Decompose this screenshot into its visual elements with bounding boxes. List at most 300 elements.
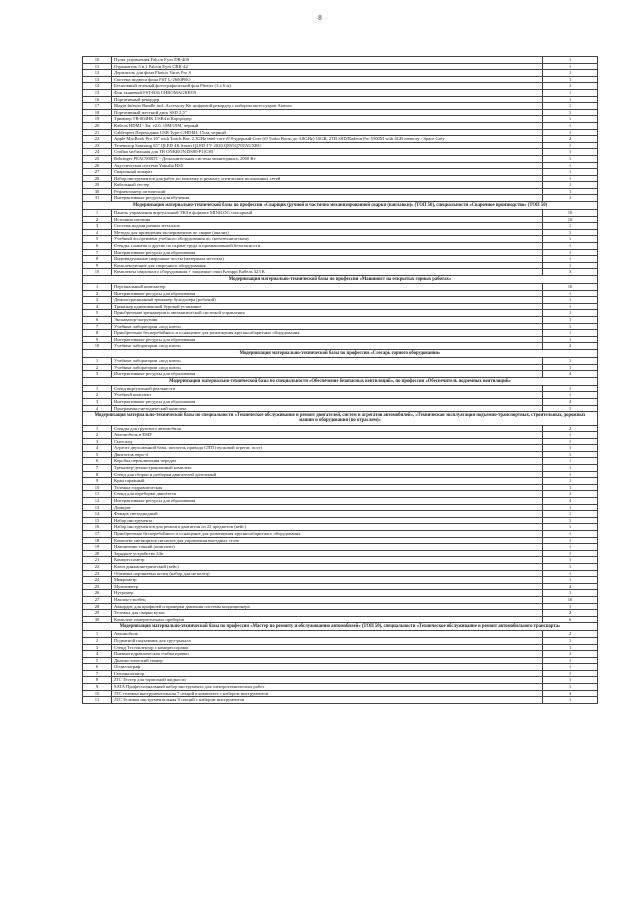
- table-row: [83, 63, 598, 70]
- item-description: Источник питания: [112, 216, 543, 223]
- row-number: 10: [83, 269, 112, 276]
- item-description: Пневмогидравлическая стойка правки: [112, 651, 543, 658]
- table-row: [83, 616, 598, 623]
- table-row: [83, 236, 598, 243]
- row-number: 17: [83, 531, 112, 538]
- item-description: Интерактивные ресурсы для обучения: [112, 195, 543, 202]
- row-number: 3: [83, 644, 112, 651]
- row-number: 1: [83, 210, 112, 217]
- item-quantity: 1: [543, 517, 598, 524]
- table-row: [83, 249, 598, 256]
- item-description: Двигатель евро-4: [112, 451, 543, 458]
- item-description: Рефлектометр оптический: [112, 188, 543, 195]
- row-number: 23: [83, 142, 112, 149]
- item-quantity: 1: [543, 577, 598, 584]
- item-description: Тележка гидравлическая: [112, 484, 543, 491]
- item-quantity: 1: [543, 122, 598, 129]
- item-description: Учебные лаборатории «под ключ»: [112, 364, 543, 371]
- row-number: 26: [83, 590, 112, 597]
- item-description: Панель управления виртуальный ТКЗ в формате MINILOG сенсорный: [112, 210, 543, 217]
- row-number: 11: [83, 697, 112, 704]
- table-row: [83, 357, 598, 364]
- item-description: Методы для проведения экспериментов по сварке (анализ): [112, 229, 543, 236]
- table-row: [83, 142, 598, 149]
- row-number: 16: [83, 96, 112, 103]
- item-description: Учебный комплект: [112, 392, 543, 399]
- row-number: 3: [83, 371, 112, 378]
- item-description: Персональный компьютер: [112, 284, 543, 291]
- row-number: 5: [83, 310, 112, 317]
- row-number: 12: [83, 498, 112, 505]
- item-quantity: 1: [543, 316, 598, 323]
- item-description: Зарядное устройство 24в: [112, 550, 543, 557]
- item-quantity: 1: [543, 290, 598, 297]
- item-description: Демонстрационный тренажер бульдозера (робочий): [112, 297, 543, 304]
- table-row: [83, 531, 598, 538]
- item-quantity: 1: [543, 142, 598, 149]
- equipment-table: [82, 56, 598, 704]
- item-quantity: 1: [543, 96, 598, 103]
- table-row: [83, 651, 598, 658]
- item-quantity: 1: [543, 670, 598, 677]
- table-row: [83, 451, 598, 458]
- row-number: 12: [83, 70, 112, 77]
- item-description: Учебные лаборатории «под ключ»: [112, 357, 543, 364]
- item-description: JTC Тележка инструментальная 8 секций с набором инструментов: [112, 697, 543, 704]
- item-quantity: 1: [543, 103, 598, 110]
- table-row: [83, 364, 598, 371]
- item-description: Учебные лаборатории «под ключ»: [112, 343, 543, 350]
- table-row: [83, 136, 598, 143]
- table-row: [83, 637, 598, 644]
- item-quantity: 1: [543, 651, 598, 658]
- row-number: 2: [83, 637, 112, 644]
- table-row: [83, 631, 598, 638]
- item-quantity: 1: [543, 438, 598, 445]
- section-heading-row: [83, 412, 598, 425]
- item-description: SATA Профессиональный набор инструмента для электротехнических работ: [112, 684, 543, 691]
- table-row: [83, 557, 598, 564]
- row-number: 9: [83, 684, 112, 691]
- row-number: 19: [83, 116, 112, 123]
- item-quantity: 1: [543, 544, 598, 551]
- table-row: [83, 644, 598, 651]
- table-row: [83, 465, 598, 472]
- row-number: 2: [83, 216, 112, 223]
- item-quantity: 1: [543, 471, 598, 478]
- table-row: [83, 677, 598, 684]
- item-description: Триммер TB-804HK USB4 и Картридер: [112, 116, 543, 123]
- item-quantity: 1: [543, 697, 598, 704]
- section-heading: Модернизация материально-технической базы по профессии «Слесарь горного оборудования»: [83, 349, 598, 357]
- item-quantity: 1: [543, 524, 598, 531]
- row-number: 5: [83, 657, 112, 664]
- row-number: 11: [83, 63, 112, 70]
- row-number: 20: [83, 122, 112, 129]
- item-quantity: 1: [543, 57, 598, 64]
- row-number: 4: [83, 303, 112, 310]
- row-number: 14: [83, 511, 112, 518]
- row-number: 14: [83, 83, 112, 90]
- row-number: 22: [83, 136, 112, 143]
- item-quantity: 1: [543, 590, 598, 597]
- table-row: [83, 343, 598, 350]
- item-description: Акустическая система Yamaha HS5: [112, 162, 543, 169]
- row-number: 31: [83, 195, 112, 202]
- item-description: Программно-методический комплекс: [112, 405, 543, 412]
- table-row: [83, 284, 598, 291]
- item-description: Подкатной подъемник для груз-рычала: [112, 637, 543, 644]
- row-number: 4: [83, 405, 112, 412]
- table-row: [83, 149, 598, 156]
- item-quantity: 1: [543, 465, 598, 472]
- item-quantity: 1: [543, 195, 598, 202]
- item-description: Стенд для переборки двигателя: [112, 491, 543, 498]
- item-description: Автомобиль: [112, 631, 543, 638]
- row-number: 22: [83, 563, 112, 570]
- item-description: Кабель HDMI - 3м. v2.0, 19M/19M, черный: [112, 122, 543, 129]
- table-row: [83, 498, 598, 505]
- row-number: 28: [83, 603, 112, 610]
- table-row: [83, 570, 598, 577]
- table-row: [83, 210, 598, 217]
- item-quantity: 2: [543, 631, 598, 638]
- row-number: 8: [83, 330, 112, 337]
- item-quantity: 1: [543, 256, 598, 263]
- item-description: Ключ динамометрический (кейс): [112, 563, 543, 570]
- item-quantity: 1: [543, 229, 598, 236]
- item-quantity: 1: [543, 563, 598, 570]
- table-row: [83, 182, 598, 189]
- item-quantity: 1: [543, 570, 598, 577]
- table-row: [83, 122, 598, 129]
- table-row: [83, 155, 598, 162]
- item-quantity: 1: [543, 323, 598, 330]
- item-description: Behringer PEAC900DT - Дополнительная система мониторинга, 2000 Вт: [112, 155, 543, 162]
- table-row: [83, 577, 598, 584]
- item-quantity: 1: [543, 550, 598, 557]
- item-description: Набор инструментов для ремонта двигателя из 22 предметов (кейс): [112, 524, 543, 531]
- item-quantity: 1: [543, 303, 598, 310]
- item-quantity: 1: [543, 336, 598, 343]
- table-row: [83, 471, 598, 478]
- table-row: [83, 216, 598, 223]
- row-number: 18: [83, 109, 112, 116]
- item-description: Фон тканевый FST-B36 CHROMAGREEN: [112, 89, 543, 96]
- item-description: Стенд для сборки и разборки двигателей дизельный: [112, 471, 543, 478]
- item-quantity: 1: [543, 504, 598, 511]
- table-row: [83, 670, 598, 677]
- item-description: Приобретение бесперебойного и оснащение для размещения крупногабаритных оборудования: [112, 330, 543, 337]
- item-description: JTC тележка инструментальная 7 секций в комплекте с набором инструментов: [112, 690, 543, 697]
- row-number: 6: [83, 458, 112, 465]
- item-quantity: 1: [543, 478, 598, 485]
- item-description: Стойка мобильная для ТВ ONKRON DS80-P1(CH): [112, 149, 543, 156]
- item-description: Компрессометр: [112, 557, 543, 564]
- section-heading: Модернизация материально-технической базы по профессии «Машинист на открытых горных работах»: [83, 276, 598, 284]
- table-row: [83, 116, 598, 123]
- item-quantity: 2: [543, 136, 598, 143]
- item-quantity: 1: [543, 188, 598, 195]
- table-row: [83, 684, 598, 691]
- item-quantity: 1: [543, 445, 598, 452]
- item-description: Стенды для грузового автомобиля: [112, 425, 543, 432]
- item-description: Интерактивные ресурсы для образования: [112, 336, 543, 343]
- item-quantity: 10: [543, 210, 598, 217]
- row-number: 24: [83, 149, 112, 156]
- item-quantity: 1: [543, 249, 598, 256]
- item-quantity: 1: [543, 162, 598, 169]
- item-description: Мультиметр: [112, 583, 543, 590]
- table-row: [83, 290, 598, 297]
- item-description: Стенд виртуальной реальности: [112, 385, 543, 392]
- section-heading-row: [83, 349, 598, 357]
- row-number: 15: [83, 517, 112, 524]
- item-description: Снегоход: [112, 438, 543, 445]
- table-row: [83, 303, 598, 310]
- item-quantity: 1: [543, 484, 598, 491]
- item-description: Обжимка поршневых колец (набор для не колец): [112, 570, 543, 577]
- section-heading-row: [83, 202, 598, 210]
- row-number: 27: [83, 596, 112, 603]
- row-number: 7: [83, 670, 112, 677]
- item-description: Индивидуальные сварочные посты (материала металла): [112, 256, 543, 263]
- row-number: 1: [83, 284, 112, 291]
- table-row: [83, 70, 598, 77]
- table-row: [83, 323, 598, 330]
- table-row: [83, 371, 598, 378]
- table-row: [83, 544, 598, 551]
- section-heading-row: [83, 276, 598, 284]
- table-row: [83, 478, 598, 485]
- row-number: 3: [83, 438, 112, 445]
- row-number: 29: [83, 610, 112, 617]
- page-number: 8: [318, 14, 322, 22]
- table-row: [83, 162, 598, 169]
- row-number: 21: [83, 129, 112, 136]
- row-number: 15: [83, 89, 112, 96]
- item-quantity: 1: [543, 664, 598, 671]
- table-row: [83, 596, 598, 603]
- item-quantity: 1: [543, 297, 598, 304]
- row-number: 10: [83, 343, 112, 350]
- item-description: Аккордит для профилей и проверки давления системы кондиционера: [112, 603, 543, 610]
- row-number: 2: [83, 364, 112, 371]
- item-quantity: 1: [543, 531, 598, 538]
- row-number: 5: [83, 451, 112, 458]
- item-quantity: 1: [543, 182, 598, 189]
- row-number: 17: [83, 103, 112, 110]
- table-row: [83, 563, 598, 570]
- row-number: 28: [83, 175, 112, 182]
- section-heading: Модернизация материально-технической базы по специальности «Техническое обслуживание и ремонт двигателей, систем и агрегатов автомобилей», «Техническая эксплуатация подъемно-транспортных, строительных, дорожных машин и оборудования (по отраслям)»: [83, 412, 598, 425]
- table-row: [83, 129, 598, 136]
- item-quantity: 1: [543, 76, 598, 83]
- table-row: [83, 229, 598, 236]
- table-row: [83, 484, 598, 491]
- item-quantity: 1: [543, 169, 598, 176]
- table-row: [83, 109, 598, 116]
- row-number: 27: [83, 169, 112, 176]
- table-row: [83, 524, 598, 531]
- row-number: 9: [83, 336, 112, 343]
- item-description: Агрегат двухсменной базы, питатель привода СПП (пусковой агрегат, пост): [112, 445, 543, 452]
- table-row: [83, 76, 598, 83]
- table-row: [83, 537, 598, 544]
- table-row: [83, 89, 598, 96]
- item-quantity: 1: [543, 557, 598, 564]
- table-row: [83, 83, 598, 90]
- section-heading-row: [83, 623, 598, 631]
- table-row: [83, 504, 598, 511]
- item-description: Коробка переключения передач: [112, 458, 543, 465]
- item-description: Интерактивные ресурсы для образования: [112, 290, 543, 297]
- table-row: [83, 583, 598, 590]
- row-number: 25: [83, 583, 112, 590]
- item-quantity: 1: [543, 236, 598, 243]
- item-quantity: 4: [543, 398, 598, 405]
- item-quantity: 6: [543, 616, 598, 623]
- item-quantity: 1: [543, 511, 598, 518]
- item-description: Стенд Тестоилектор с компрессорами: [112, 644, 543, 651]
- table-row: [83, 57, 598, 64]
- item-description: Портативный рекордер: [112, 96, 543, 103]
- table-row: [83, 405, 598, 412]
- item-description: Учебный ассортимент учебного оборудования по светотехническому: [112, 236, 543, 243]
- item-quantity: 1: [543, 451, 598, 458]
- table-row: [83, 458, 598, 465]
- item-quantity: 1: [543, 603, 598, 610]
- table-row: [83, 262, 598, 269]
- item-quantity: 1: [543, 491, 598, 498]
- item-description: Держатель для фона Phottix Varos Pro S: [112, 70, 543, 77]
- row-number: 9: [83, 478, 112, 485]
- item-description: Стенды, плакаты и другие по охране труда и промышленной безопасности: [112, 243, 543, 250]
- row-number: 11: [83, 491, 112, 498]
- table-row: [83, 690, 598, 697]
- table-row: [83, 195, 598, 202]
- section-heading: Модернизация материально-технической базы по профессии «Сварщик (ручной и частично механизированной сварки (наплавки)» (ТОП 50), специальности «Сварочное производство» (ТОП 50): [83, 202, 598, 210]
- item-description: Учебные лаборатории «под ключ»: [112, 323, 543, 330]
- item-quantity: 1: [543, 175, 598, 182]
- row-number: 2: [83, 290, 112, 297]
- item-description: Интерактивные ресурсы для образования: [112, 249, 543, 256]
- item-quantity: 1: [543, 243, 598, 250]
- row-number: 8: [83, 471, 112, 478]
- table-row: [83, 517, 598, 524]
- item-quantity: 1: [543, 405, 598, 412]
- row-number: 1: [83, 385, 112, 392]
- item-quantity: 1: [543, 109, 598, 116]
- table-row: [83, 269, 598, 276]
- row-number: 7: [83, 323, 112, 330]
- item-quantity: 1: [543, 70, 598, 77]
- item-description: Набор инструментов для работ по монтажу и ремонту оптических волоконных сетей: [112, 175, 543, 182]
- item-quantity: 1: [543, 330, 598, 337]
- row-number: 30: [83, 616, 112, 623]
- item-quantity: 1: [543, 89, 598, 96]
- item-description: Кран гаражный: [112, 478, 543, 485]
- row-number: 23: [83, 570, 112, 577]
- table-row: [83, 385, 598, 392]
- item-quantity: 10: [543, 284, 598, 291]
- table-row: [83, 330, 598, 337]
- item-description: Отражатель 5 в 1 Falcon Eyes CRK-42: [112, 63, 543, 70]
- item-description: Экскаватор-погрузчик: [112, 316, 543, 323]
- equipment-table-body: [83, 57, 598, 704]
- item-quantity: 1: [543, 155, 598, 162]
- item-quantity: 16: [543, 596, 598, 603]
- table-row: [83, 243, 598, 250]
- table-row: [83, 310, 598, 317]
- item-description: Комплект измерительных приборов: [112, 616, 543, 623]
- row-number: 3: [83, 297, 112, 304]
- row-number: 10: [83, 484, 112, 491]
- item-quantity: 4: [543, 371, 598, 378]
- row-number: 10: [83, 690, 112, 697]
- item-description: Приобретение тренажеров и автоматической системой управления: [112, 310, 543, 317]
- row-number: 7: [83, 249, 112, 256]
- item-description: Наклон-столбец: [112, 596, 543, 603]
- section-heading: Модернизация материально-технической базы по специальности «Обеспечение безопасных вентиляций», по профессии «Обеспечитель подземных вентиляций»: [83, 377, 598, 385]
- item-quantity: 2: [543, 610, 598, 617]
- item-description: Тележка для сварки кузов: [112, 610, 543, 617]
- item-description: Наконечник тонкий (комплект): [112, 544, 543, 551]
- row-number: 21: [83, 557, 112, 564]
- table-row: [83, 657, 598, 664]
- item-description: Приобретение бесперебойного и оснащение для размещения крупногабаритного оборудования: [112, 531, 543, 538]
- section-heading: Модернизация материально-технической базы по профессии «Мастер по ремонту и обслуживанию автомобилей» (ТОП 50), специальности «Техническое обслуживание и ремонт автомобильного транспорта»: [83, 623, 598, 631]
- item-quantity: 3: [543, 690, 598, 697]
- item-description: Портативный жесткий диск SSD 2,5": [112, 109, 543, 116]
- item-description: Кабельный тестер: [112, 182, 543, 189]
- table-row: [83, 603, 598, 610]
- item-quantity: 1: [543, 149, 598, 156]
- row-number: 8: [83, 677, 112, 684]
- item-quantity: 10: [543, 216, 598, 223]
- item-quantity: 1: [543, 644, 598, 651]
- row-number: 6: [83, 664, 112, 671]
- item-description: Blagin Inferno Bundle incl. Accessory Kit цифровой рекордер с набором аксессуаров Atomos: [112, 103, 543, 110]
- row-number: 6: [83, 243, 112, 250]
- item-description: Комплектующие для сварочного оборудования: [112, 262, 543, 269]
- item-description: Микрометр: [112, 577, 543, 584]
- table-row: [83, 103, 598, 110]
- row-number: 25: [83, 155, 112, 162]
- table-row: [83, 256, 598, 263]
- table-row: [83, 697, 598, 704]
- item-quantity: 1: [543, 458, 598, 465]
- table-row: [83, 398, 598, 405]
- item-quantity: 1: [543, 223, 598, 230]
- item-quantity: 1: [543, 63, 598, 70]
- row-number: 26: [83, 162, 112, 169]
- row-number: 30: [83, 188, 112, 195]
- table-row: [83, 610, 598, 617]
- row-number: 10: [83, 57, 112, 64]
- item-quantity: 2: [543, 343, 598, 350]
- item-quantity: 1: [543, 116, 598, 123]
- row-number: 2: [83, 432, 112, 439]
- item-description: Осциллограф: [112, 664, 543, 671]
- item-description: Телевизор Samsung 65" QLED 4K Smart QLED TV 2020 QE65Q70TAUXRU: [112, 142, 543, 149]
- row-number: 1: [83, 425, 112, 432]
- item-quantity: 1: [543, 83, 598, 90]
- row-number: 6: [83, 316, 112, 323]
- table-row: [83, 438, 598, 445]
- item-quantity: 1: [543, 385, 598, 392]
- item-quantity: 1: [543, 677, 598, 684]
